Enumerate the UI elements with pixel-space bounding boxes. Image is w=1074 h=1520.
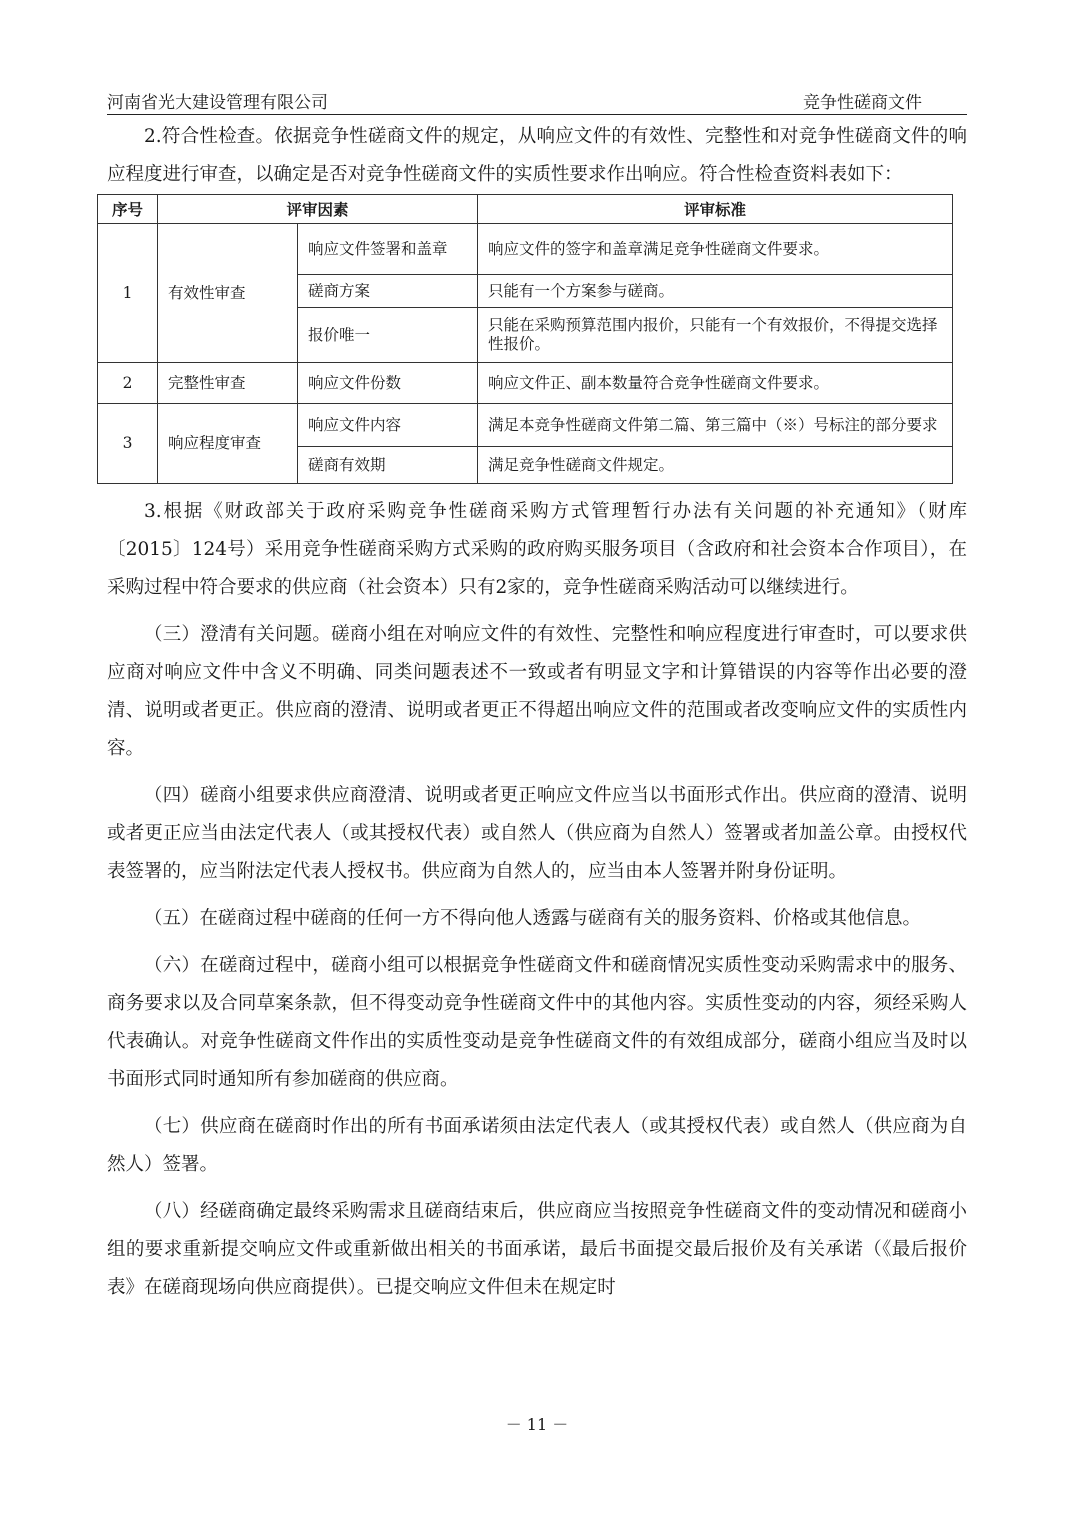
page-header (107, 84, 967, 115)
review-category: 响应程度审查 (158, 404, 298, 484)
review-item: 报价唯一 (298, 308, 478, 363)
paragraph-written-commitments: （七）供应商在磋商时作出的所有书面承诺须由法定代表人（或其授权代表）或自然人（供应商为自然人）签署。 (107, 1116, 967, 1175)
paragraph-conformity-check: 2.符合性检查。依据竞争性磋商文件的规定，从响应文件的有效性、完整性和对竞争性磋商文件的响应程度进行审查，以确定是否对竞争性磋商文件的实质性要求作出响应。符合性检查资料表如下： (107, 126, 967, 185)
review-standard: 响应文件正、副本数量符合竞争性磋商文件要求。 (478, 363, 953, 404)
row-number: 3 (98, 404, 158, 484)
table-header-row (98, 195, 953, 224)
review-item: 响应文件签署和盖章 (298, 224, 478, 275)
table-row (98, 404, 953, 447)
header-no: 序号 (98, 195, 158, 224)
document-type: 竞争性磋商文件 (803, 93, 922, 113)
page-body (107, 118, 967, 1307)
paragraph-confidentiality: （五）在磋商过程中磋商的任何一方不得向他人透露与磋商有关的服务资料、价格或其他信息。 (144, 908, 922, 929)
paragraph-substantive-changes: （六）在磋商过程中，磋商小组可以根据竞争性磋商文件和磋商情况实质性变动采购需求中的服务、商务要求以及合同草案条款，但不得变动竞争性磋商文件中的其他内容。实质性变动的内容，须经采购人代表确认。对竞争性磋商文件作出的实质性变动是竞争性磋商文件的有效组成部分，磋商小组应当及时以书面形式同时通知所有参加磋商的供应商。 (107, 955, 967, 1090)
table-row (98, 224, 953, 275)
paragraph-clarification: （三）澄清有关问题。磋商小组在对响应文件的有效性、完整性和响应程度进行审查时，可以要求供应商对响应文件中含义不明确、同类问题表述不一致或者有明显文字和计算错误的内容等作出必要的澄清、说明或者更正。供应商的澄清、说明或者更正不得超出响应文件的范围或者改变响应文件的实质性内容。 (107, 624, 967, 759)
row-number: 1 (98, 224, 158, 363)
review-standard: 满足本竞争性磋商文件第二篇、第三篇中（※）号标注的部分要求 (478, 404, 953, 447)
review-standard: 响应文件的签字和盖章满足竞争性磋商文件要求。 (478, 224, 953, 275)
review-item: 响应文件份数 (298, 363, 478, 404)
paragraph-written-clarification: （四）磋商小组要求供应商澄清、说明或者更正响应文件应当以书面形式作出。供应商的澄清、说明或者更正应当由法定代表人（或其授权代表）或自然人（供应商为自然人）签署或者加盖公章。由授权代表签署的，应当附法定代表人授权书。供应商为自然人的，应当由本人签署并附身份证明。 (107, 785, 967, 882)
review-category: 完整性审查 (158, 363, 298, 404)
conformity-table (97, 194, 953, 484)
page-number: － 11 － (505, 1415, 569, 1434)
review-item: 磋商方案 (298, 275, 478, 308)
row-number: 2 (98, 363, 158, 404)
header-standard: 评审标准 (478, 195, 953, 224)
review-standard: 满足竞争性磋商文件规定。 (478, 447, 953, 484)
review-standard: 只能在采购预算范围内报价，只能有一个有效报价，不得提交选择性报价。 (478, 308, 953, 363)
company-name: 河南省光大建设管理有限公司 (107, 93, 328, 113)
review-item: 磋商有效期 (298, 447, 478, 484)
review-standard: 只能有一个方案参与磋商。 (478, 275, 953, 308)
header-factor: 评审因素 (158, 195, 478, 224)
paragraph-final-quotation: （八）经磋商确定最终采购需求且磋商结束后，供应商应当按照竞争性磋商文件的变动情况和磋商小组的要求重新提交响应文件或重新做出相关的书面承诺，最后书面提交最后报价及有关承诺（《最后报价表》在磋商现场向供应商提供）。已提交响应文件但未在规定时 (107, 1201, 967, 1298)
review-category: 有效性审查 (158, 224, 298, 363)
paragraph-supplementary-notice: 3.根据《财政部关于政府采购竞争性磋商采购方式管理暂行办法有关问题的补充通知》（财库〔2015〕124号）采用竞争性磋商采购方式采购的政府购买服务项目（含政府和社会资本合作项目），在采购过程中符合要求的供应商（社会资本）只有2家的，竞争性磋商采购活动可以继续进行。 (107, 501, 967, 598)
review-item: 响应文件内容 (298, 404, 478, 447)
table-row (98, 363, 953, 404)
